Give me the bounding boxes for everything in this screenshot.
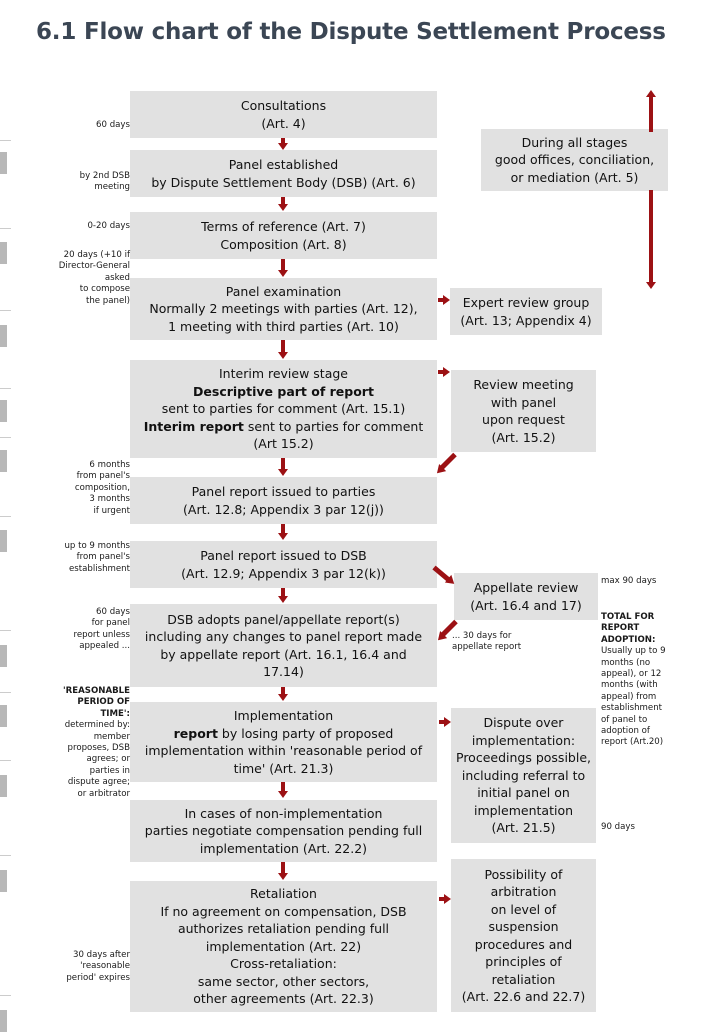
note-line: 'REASONABLE — [62, 686, 130, 696]
note-line: by 2nd DSB — [79, 171, 130, 181]
note-line: agrees; or — [86, 754, 130, 765]
box-line: implementation: — [471, 732, 576, 748]
flow-box-interim-review-stage — [130, 360, 437, 458]
scan-artifact — [0, 870, 7, 892]
scan-artifact — [0, 530, 7, 552]
left-note-60-days — [30, 120, 130, 131]
note-line: parties in — [89, 765, 130, 776]
flow-box-terms-of-reference — [130, 212, 437, 259]
note-line: ADOPTION: — [601, 634, 656, 645]
box-line: (Art. 12.9; Appendix 3 par 12(k)) — [181, 565, 386, 581]
scan-artifact — [0, 1010, 7, 1032]
box-line: including any changes to panel report made — [144, 629, 423, 644]
arrow-diagonal-review-meeting-to-report — [439, 453, 457, 471]
box-line: suspension — [488, 919, 559, 934]
box-line: initial panel on — [477, 785, 570, 801]
arrow-head-non-implementation-to-retaliation — [278, 873, 288, 880]
right-note-90-days — [601, 822, 721, 833]
box-line: Cross-retaliation: — [230, 956, 337, 972]
note-line: from panel's — [76, 552, 130, 563]
note-line: from panel's — [76, 471, 130, 482]
note-line: 'reasonable — [80, 961, 130, 972]
scan-artifact — [0, 995, 11, 996]
box-line: (Art 15.2) — [253, 436, 314, 452]
scan-artifact — [0, 775, 7, 797]
scan-artifact — [0, 516, 11, 517]
note-line: member — [93, 731, 130, 742]
note-line: meeting — [94, 182, 130, 193]
box-line: implementation (Art. 22.2) — [199, 840, 368, 856]
scan-artifact — [0, 855, 11, 856]
flow-box-non-implementation — [130, 800, 437, 862]
box-line: same sector, other sectors, — [197, 973, 370, 989]
note-line: or arbitrator — [77, 788, 130, 799]
note-line: 30 days after — [72, 950, 130, 960]
note-line: ... 30 days for — [452, 631, 512, 641]
note-line: 20 days (+10 if — [63, 250, 130, 260]
box-line: implementation (Art. 22) — [205, 938, 362, 954]
note-line: up to 9 months — [64, 541, 130, 551]
flow-box-panel-report-dsb — [130, 541, 437, 588]
box-line: (Art. 22.6 and 22.7) — [461, 989, 586, 1004]
note-line: report (Art.20) — [601, 737, 664, 748]
box-line: by Dispute Settlement Body (DSB) (Art. 6) — [151, 174, 416, 190]
box-line: procedures and — [474, 936, 573, 952]
box-line: Expert review group — [462, 295, 590, 310]
right-note-30-days-appellate-report — [452, 631, 592, 654]
scan-artifact — [0, 437, 11, 438]
left-note-6-months — [30, 460, 130, 517]
box-line: Composition (Art. 8) — [220, 236, 347, 252]
box-line: 1 meeting with third parties (Art. 10) — [168, 318, 399, 334]
arrow-head-panel-to-terms — [278, 204, 288, 211]
box-line: sent to parties for comment (Art. 15.1) — [161, 401, 406, 417]
box-line: (Art. 21.5) — [491, 820, 556, 836]
note-line: if urgent — [93, 505, 130, 516]
note-line: composition, — [74, 482, 130, 493]
note-line: REPORT — [601, 623, 640, 634]
box-line: (Art. 16.4 and 17) — [470, 597, 582, 613]
flow-box-panel-examination — [130, 278, 437, 340]
box-line: 17.14) — [263, 664, 304, 679]
arrow-head-report-dsb-to-adopts — [278, 596, 288, 603]
scan-artifact — [0, 705, 7, 727]
left-note-2nd-dsb-meeting — [30, 171, 130, 194]
note-line: establishment — [601, 703, 663, 714]
arrow-head-interim-to-review-meeting — [443, 367, 450, 377]
box-line: Panel established — [228, 157, 339, 172]
flow-box-dsb-adopts — [130, 604, 437, 687]
scan-artifact — [0, 140, 11, 141]
arrow-head-down-all-stages — [646, 282, 656, 289]
note-line: 3 months — [89, 494, 130, 505]
scan-artifact — [0, 645, 7, 667]
box-line: upon request — [482, 412, 565, 427]
arrow-head-implementation-to-dispute — [444, 717, 451, 727]
box-line: Retaliation — [250, 886, 317, 902]
arrow-head-terms-to-examination — [278, 270, 288, 277]
box-line: (Art. 12.8; Appendix 3 par 12(j)) — [183, 501, 384, 517]
box-line: on level of — [490, 901, 557, 917]
arrow-head-adopts-to-implementation — [278, 694, 288, 701]
note-line: Usually up to 9 — [601, 646, 666, 657]
side-box-expert-review-group — [450, 288, 602, 335]
scan-artifact — [0, 630, 11, 631]
box-line: good offices, conciliation, — [494, 152, 655, 168]
note-line: establishment — [68, 563, 130, 574]
box-line: Proceedings possible, — [456, 750, 591, 766]
side-box-during-all-stages — [481, 129, 668, 191]
box-line: Descriptive part of report — [193, 383, 374, 399]
box-line: Implementation — [233, 708, 334, 723]
flow-box-consultations — [130, 91, 437, 138]
left-note-reasonable-period-of-time — [25, 686, 130, 800]
box-line: Normally 2 meetings with parties (Art. 12), — [149, 301, 418, 317]
scan-artifact — [0, 692, 11, 693]
box-line: time' (Art. 21.3) — [233, 760, 334, 776]
note-line: PERIOD OF — [77, 697, 130, 708]
box-line-bold-prefix: Interim report — [143, 418, 244, 434]
note-line: Director-General — [58, 261, 130, 272]
note-line: for panel — [91, 618, 130, 629]
note-line: TOTAL FOR — [601, 612, 655, 622]
note-line: proposes, DSB — [67, 743, 130, 754]
flow-box-retaliation — [130, 881, 437, 1012]
scan-artifact — [0, 400, 7, 422]
arrow-head-implementation-to-non-implementation — [278, 791, 288, 798]
box-line: Terms of reference (Art. 7) — [201, 219, 366, 234]
scan-artifact — [0, 152, 7, 174]
note-line: the panel) — [85, 295, 130, 306]
box-line: implementation — [473, 802, 574, 818]
side-box-appellate-review — [454, 573, 598, 620]
note-line: of panel to — [601, 714, 648, 725]
note-line: period' expires — [66, 972, 130, 983]
right-note-total-for-report-adoption — [601, 612, 721, 749]
box-line: If no agreement on compensation, DSB — [160, 903, 407, 919]
note-line: 6 months — [89, 460, 130, 470]
box-line: principles of — [485, 954, 562, 969]
box-line: Consultations — [240, 98, 327, 113]
box-line: report by losing party of proposed — [173, 725, 394, 741]
box-line: parties negotiate compensation pending full — [144, 823, 423, 839]
box-line: Possibility of — [484, 866, 563, 882]
arrow-shaft-all-stages-bottom — [649, 190, 653, 283]
note-line: 90 days — [601, 822, 635, 832]
flow-box-implementation — [130, 702, 437, 782]
note-line: dispute agree; — [67, 777, 130, 788]
note-line: asked — [104, 272, 130, 283]
note-line: months (no — [601, 657, 651, 668]
note-line: months (with — [601, 680, 658, 691]
box-line: Dispute over — [483, 715, 564, 731]
arrow-head-consultations-to-panel — [278, 143, 288, 150]
arrow-head-report-parties-to-dsb — [278, 533, 288, 540]
box-line: DSB adopts panel/appellate report(s) — [167, 611, 400, 627]
note-line: adoption of — [601, 726, 650, 737]
box-line: implementation within 'reasonable period of — [144, 743, 423, 758]
side-box-possibility-of-arbitration — [451, 859, 596, 1012]
scan-artifact — [0, 228, 11, 229]
page-title: 6.1 Flow chart of the Dispute Settlement Process — [36, 19, 666, 45]
arrow-head-examination-to-interim — [278, 352, 288, 359]
scan-artifact — [0, 760, 11, 761]
box-line: other agreements (Art. 22.3) — [193, 991, 374, 1007]
left-note-0-20-days — [30, 221, 130, 232]
left-note-30-days-after-reasonable-period — [25, 950, 130, 984]
scan-artifact — [0, 242, 7, 264]
note-line: appealed ... — [79, 641, 130, 652]
scan-artifact — [0, 388, 11, 389]
box-line: During all stages — [521, 134, 628, 150]
box-line: arbitration — [490, 884, 557, 899]
left-note-20-days-director-general — [25, 250, 130, 307]
box-line: or mediation (Art. 5) — [510, 169, 639, 185]
flow-box-panel-report-parties — [130, 477, 437, 524]
note-line: 60 days — [96, 607, 130, 617]
note-line: TIME': — [100, 708, 130, 719]
note-line: appeal), or 12 — [601, 669, 662, 680]
flow-box-panel-established — [130, 150, 437, 197]
left-note-up-to-9-months — [25, 541, 130, 575]
box-line: (Art. 4) — [261, 115, 306, 131]
arrow-head-retaliation-to-arbitration — [444, 894, 451, 904]
arrow-shaft-all-stages-top — [649, 96, 653, 132]
box-line: Interim report sent to parties for comment — [143, 418, 424, 434]
box-line: Panel report issued to parties — [191, 484, 376, 499]
note-line: 60 days — [96, 120, 130, 130]
note-line: appellate report — [452, 642, 522, 653]
arrow-head-examination-to-expert-group — [443, 295, 450, 305]
side-box-review-meeting — [451, 370, 596, 452]
note-line: to compose — [79, 284, 130, 295]
note-line: 0-20 days — [87, 221, 130, 231]
box-line: Appellate review — [473, 580, 579, 595]
left-note-60-days-for-panel-report — [25, 607, 130, 653]
box-line: Panel report issued to DSB — [200, 548, 367, 563]
note-line: max 90 days — [601, 576, 657, 586]
scan-artifact — [0, 310, 11, 311]
box-line: with panel — [490, 394, 557, 410]
box-line: Review meeting — [473, 377, 574, 392]
note-line: determined by: — [64, 720, 130, 731]
box-line-bold-prefix: report — [173, 725, 218, 741]
box-line: authorizes retaliation pending full — [177, 921, 390, 937]
box-line: including referral to — [461, 767, 586, 783]
box-line: by appellate report (Art. 16.1, 16.4 and — [160, 646, 407, 662]
box-line: In cases of non-implementation — [184, 805, 383, 821]
right-note-max-90-days — [601, 576, 721, 587]
side-box-dispute-over-implementation — [451, 708, 596, 843]
note-line: appeal) from — [601, 691, 657, 702]
scan-artifact — [0, 325, 7, 347]
note-line: report unless — [73, 629, 130, 640]
box-line: (Art. 15.2) — [491, 429, 556, 445]
box-line: Panel examination — [225, 283, 342, 299]
scan-artifact — [0, 450, 7, 472]
box-line: Interim review stage — [219, 366, 348, 382]
arrow-head-interim-to-report-parties — [278, 469, 288, 476]
box-line: retaliation — [491, 971, 556, 987]
box-line: (Art. 13; Appendix 4) — [460, 312, 592, 328]
